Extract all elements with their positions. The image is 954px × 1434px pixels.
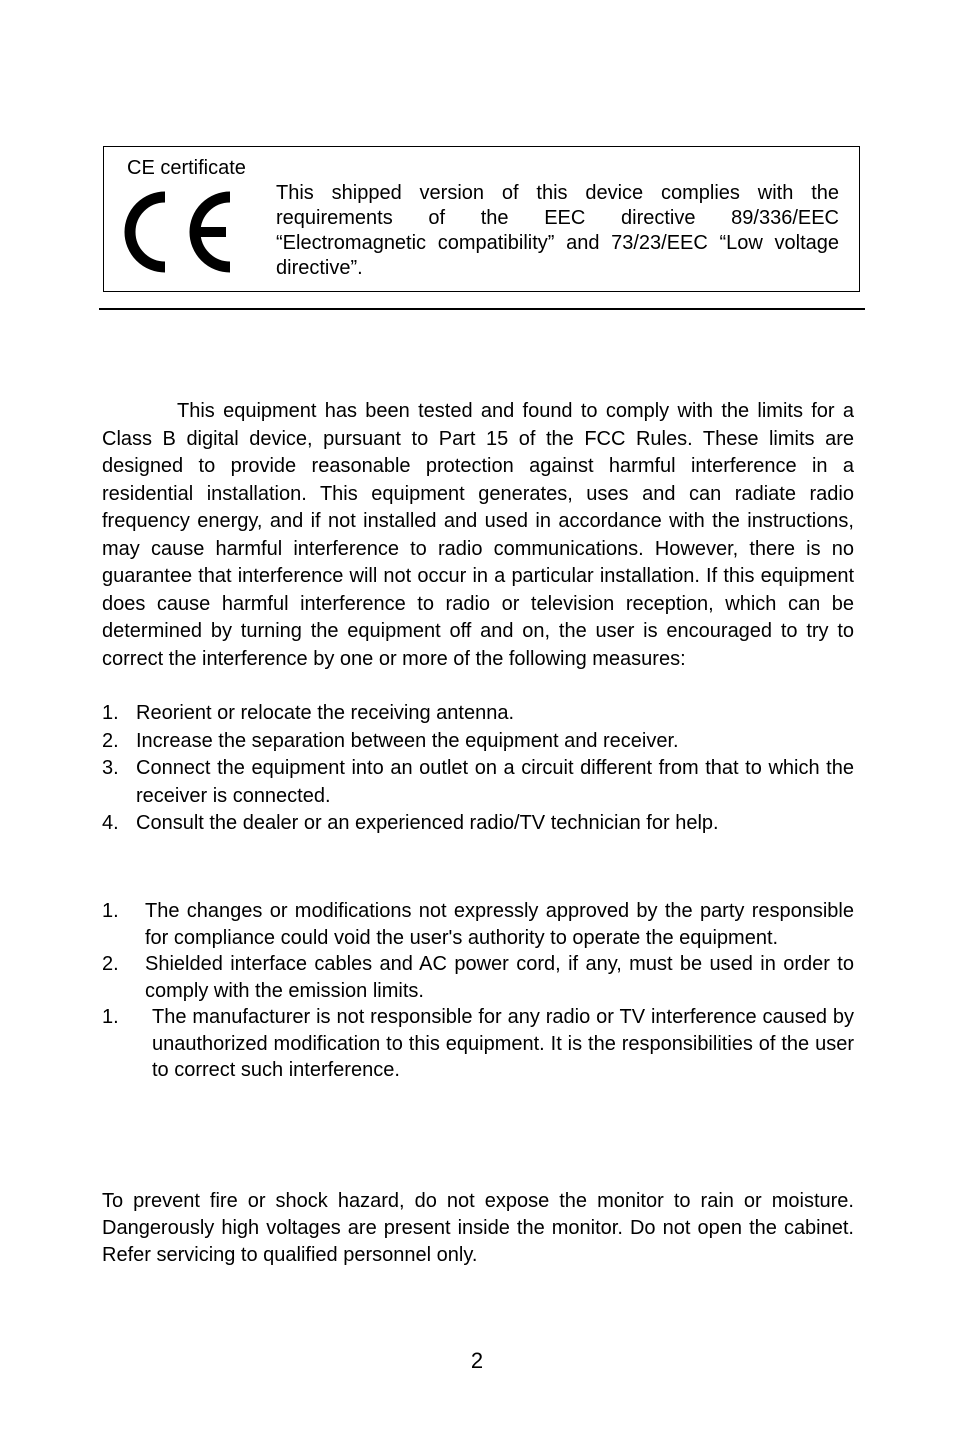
list-item-text: The manufacturer is not responsible for any radio or TV interference caused by unauthorized modification to this equipment. It is the responsibilities of the user to correct such interference.	[152, 1006, 854, 1081]
list-item-text: Increase the separation between the equipment and receiver.	[136, 729, 679, 752]
ce-certificate-caption: CE certificate	[127, 157, 246, 179]
list-item-number: 4.	[102, 812, 119, 834]
fcc-measures-list	[102, 700, 854, 838]
list-item-number: 1.	[102, 900, 119, 922]
list-item-text: Shielded interface cables and AC power cord, if any, must be used in order to comply with the emission limits.	[145, 953, 854, 1002]
list-item	[102, 700, 854, 728]
list-item-number: 2.	[102, 729, 119, 752]
list-item	[102, 810, 854, 838]
list-item-number: 1.	[102, 702, 119, 724]
caution-list	[102, 898, 854, 1084]
list-item	[102, 898, 854, 951]
list-item-text: Reorient or relocate the receiving antenna.	[136, 702, 515, 724]
list-item	[102, 755, 854, 810]
section-divider	[99, 308, 865, 310]
list-item-text: Consult the dealer or an experienced radio/TV technician for help.	[136, 812, 719, 834]
list-item	[102, 951, 854, 1004]
safety-warning: To prevent fire or shock hazard, do not expose the monitor to rain or moisture. Dangerously high voltages are present inside the monitor. Do not open the cabinet. Refer servicing to qualified personnel only.	[102, 1190, 854, 1266]
list-item-text: The changes or modifications not expressly approved by the party responsible for compliance could void the user's authority to operate the equipment.	[145, 900, 854, 949]
list-item-text: Connect the equipment into an outlet on a circuit different from that to which the receiver is connected.	[136, 757, 854, 807]
fcc-statement-text: This equipment has been tested and found to comply with the limits for a Class B digital device, pursuant to Part 15 of the FCC Rules. These limits are designed to provide reasonable protection against harmful interference in a residential installation. This equipment generates, uses and can radiate radio frequency energy, and if not installed and used in accordance with the instructions, may cause harmful interference to radio communications. However, there is no guarantee that interference will not occur in a particular installation. If this equipment does cause harmful interference to radio or television reception, which can be determined by turning the equipment off and on, the user is encouraged to try to correct the interference by one or more of the following measures:	[102, 400, 854, 670]
ce-compliance-text: This shipped version of this device complies with the requirements of the EEC directive 89/336/EEC “Electromagnetic compatibility” and 73/23/EEC “Low voltage directive”.	[276, 182, 839, 279]
list-item-number: 3.	[102, 757, 119, 779]
list-item	[102, 1004, 854, 1084]
ce-certificate-box	[103, 146, 860, 292]
ce-mark-logo	[122, 189, 238, 275]
list-item	[102, 728, 854, 756]
list-item-number: 1.	[102, 1006, 119, 1028]
fcc-statement	[102, 398, 854, 673]
page-number: 2	[470, 1348, 484, 1373]
list-item-number: 2.	[102, 953, 119, 975]
